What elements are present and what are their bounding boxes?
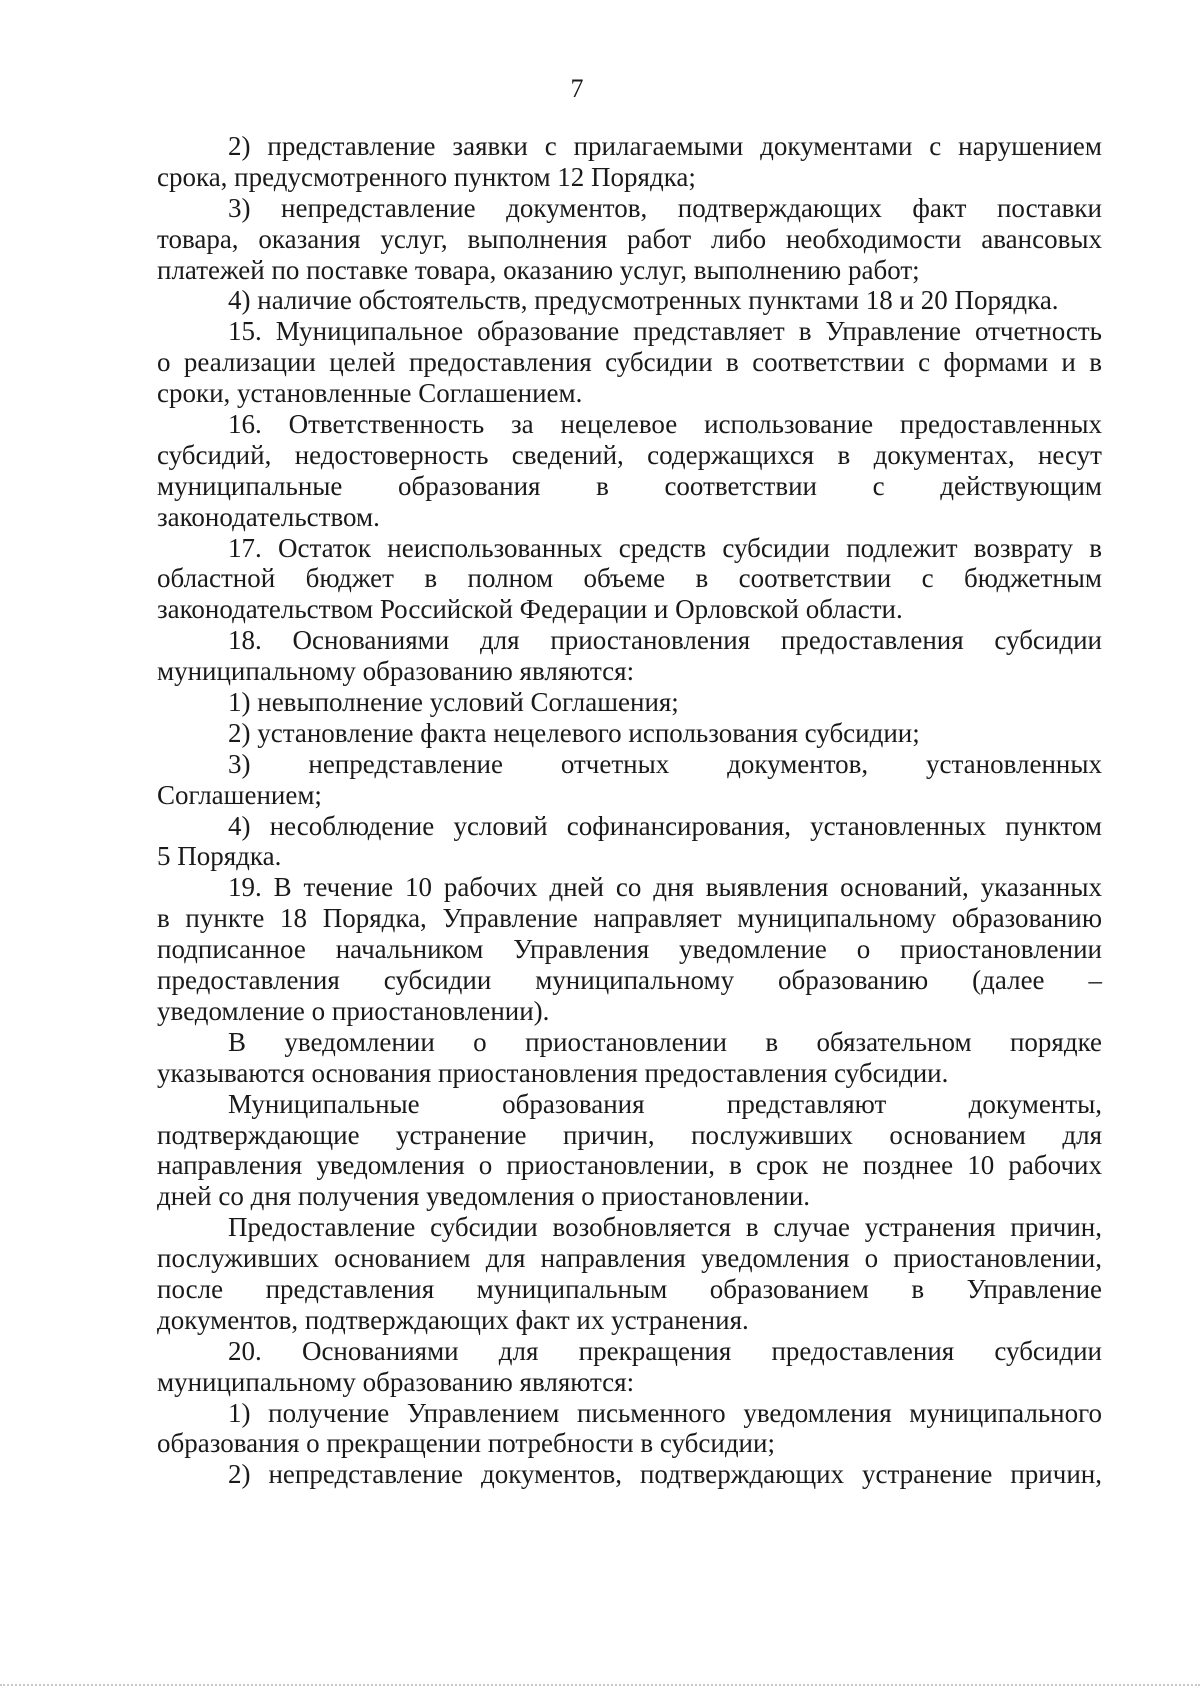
text-line: 4) несоблюдение условий софинансирования, установленных пунктом <box>228 810 1102 841</box>
text-line: направления уведомления о приостановлении, в срок не позднее 10 рабочих <box>157 1150 1102 1181</box>
text-line: 2) установление факта нецелевого использования субсидии; <box>228 717 920 748</box>
text-line: указываются основания приостановления предоставления субсидии. <box>157 1057 949 1088</box>
text-line: 1) невыполнение условий Соглашения; <box>228 687 679 718</box>
text-line: муниципальному образованию являются: <box>157 1366 635 1397</box>
text-line: законодательством. <box>157 501 380 532</box>
text-line: Соглашением; <box>157 779 322 810</box>
text-line: предоставления субсидии муниципальному образованию (далее – <box>157 965 1102 996</box>
text-line: 3) непредставление документов, подтверждающих факт поставки <box>228 192 1102 223</box>
text-line: 20. Основаниями для прекращения предоставления субсидии <box>228 1335 1102 1366</box>
text-line: платежей по поставке товара, оказанию услуг, выполнению работ; <box>157 254 920 285</box>
text-line: 2) непредставление документов, подтверждающих устранение причин, <box>228 1459 1102 1490</box>
text-line: в пункте 18 Порядка, Управление направляет муниципальному образованию <box>157 903 1102 934</box>
text-line: 16. Ответственность за нецелевое использование предоставленных <box>228 409 1102 440</box>
text-line: 2) представление заявки с прилагаемыми документами с нарушением <box>228 131 1102 161</box>
text-line: Предоставление субсидии возобновляется в случае устранения причин, <box>228 1212 1102 1243</box>
text-line: подписанное начальником Управления уведомление о приостановлении <box>157 934 1102 965</box>
text-line: 17. Остаток неиспользованных средств субсидии подлежит возврату в <box>228 532 1102 563</box>
text-line: 15. Муниципальное образование представляет в Управление отчетность <box>228 316 1102 347</box>
text-line: срока, предусмотренного пунктом 12 Порядка; <box>157 161 696 192</box>
page-number: 7 <box>570 74 584 103</box>
text-line: подтверждающие устранение причин, послуживших основанием для <box>157 1119 1102 1150</box>
text-line: товара, оказания услуг, выполнения работ либо необходимости авансовых <box>157 223 1102 254</box>
document-body <box>157 131 1102 1490</box>
text-line: муниципальные образования в соответствии с действующим <box>157 470 1102 501</box>
text-line: документов, подтверждающих факт их устранения. <box>157 1304 749 1335</box>
text-line: 4) наличие обстоятельств, предусмотренных пунктами 18 и 20 Порядка. <box>228 285 1059 316</box>
text-line: субсидий, недостоверность сведений, содержащихся в документах, несут <box>157 439 1102 470</box>
text-line: 19. В течение 10 рабочих дней со дня выявления оснований, указанных <box>228 872 1102 903</box>
text-line: сроки, установленные Соглашением. <box>157 378 583 409</box>
text-line: Муниципальные образования представляют документы, <box>228 1088 1102 1119</box>
text-line: законодательством Российской Федерации и Орловской области. <box>157 594 903 625</box>
text-line: 18. Основаниями для приостановления предоставления субсидии <box>228 625 1102 656</box>
text-line: областной бюджет в полном объеме в соответствии с бюджетным <box>157 563 1102 594</box>
text-line: В уведомлении о приостановлении в обязательном порядке <box>228 1026 1102 1057</box>
text-line: после представления муниципальным образованием в Управление <box>157 1273 1102 1304</box>
text-line: послуживших основанием для направления уведомления о приостановлении, <box>157 1243 1102 1274</box>
text-line: уведомление о приостановлении). <box>157 995 550 1026</box>
text-line: дней со дня получения уведомления о приостановлении. <box>157 1181 811 1212</box>
text-line: муниципальному образованию являются: <box>157 656 635 687</box>
text-line: 3) непредставление отчетных документов, установленных <box>228 748 1102 779</box>
text-line: образования о прекращении потребности в субсидии; <box>157 1428 775 1459</box>
text-line: 5 Порядка. <box>157 841 282 872</box>
text-line: 1) получение Управлением письменного уведомления муниципального <box>228 1397 1102 1428</box>
text-line: о реализации целей предоставления субсидии в соответствии с формами и в <box>157 347 1102 378</box>
scan-edge-artifact <box>0 1684 1200 1686</box>
